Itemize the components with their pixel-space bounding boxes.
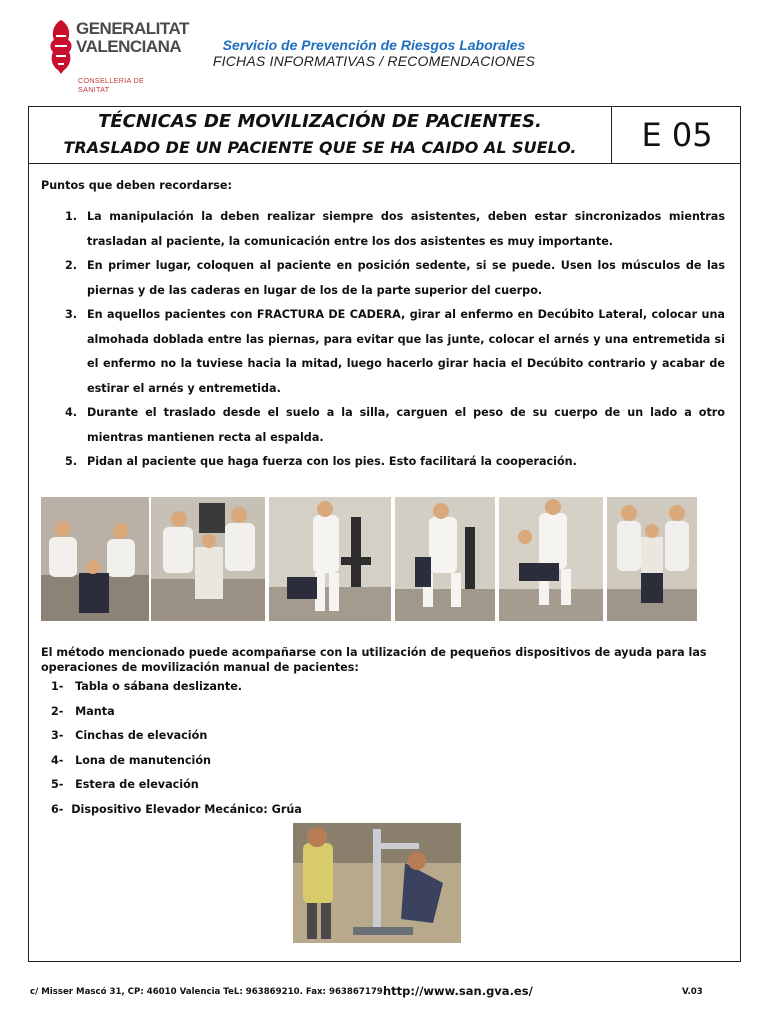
steps-list	[41, 205, 725, 475]
title-line-2: TRASLADO DE UN PACIENTE QUE SE HA CAIDO AL SUELO.	[63, 138, 577, 157]
sheet-code: E 05	[611, 107, 742, 163]
photo-step-1	[41, 497, 149, 621]
content-frame	[28, 106, 741, 962]
fichas-subtitle: FICHAS INFORMATIVAS / RECOMENDACIONES	[212, 53, 536, 69]
list-item: 6- Dispositivo Elevador Mecánico: Grúa	[51, 802, 302, 816]
list-item: 5. Pidan al paciente que haga fuerza con los pies. Esto facilitará la cooperación.	[65, 455, 577, 468]
document-header	[194, 37, 554, 69]
logo-conselleria: CONSELLERIA DE SANITAT	[78, 76, 145, 94]
devices-list	[51, 677, 302, 824]
footer-website-link[interactable]: http://www.san.gva.es/	[383, 984, 533, 998]
list-item: 3- Cinchas de elevación	[51, 729, 208, 742]
list-item: 2. En primer lugar, coloquen al paciente en posición sedente, si se puede. Usen los músculos de las piernas y de las caderas en lugar de los de la parte superior del cuerpo.	[65, 259, 725, 297]
patient-lift-crane-photo	[293, 823, 461, 943]
photo-step-5	[499, 497, 603, 621]
method-paragraph: El método mencionado puede acompañarse con la utilización de pequeños dispositivos de ayuda para las operaciones de movilización manual de pacientes:	[41, 646, 707, 674]
photo-step-3	[269, 497, 391, 621]
logo-name: GENERALITAT VALENCIANA	[76, 19, 189, 56]
list-item: 1- Tabla o sábana deslizante.	[51, 680, 243, 693]
service-title: Servicio de Prevención de Riesgos Laborales	[222, 37, 526, 53]
intro-heading: Puntos que deben recordarse:	[41, 179, 232, 192]
list-item: 3. En aquellos pacientes con FRACTURA DE CADERA, girar al enfermo en Decúbito Lateral, colocar una almohada doblada entre las piernas, para evitar que las junte, colocar el arnés y una entremetida si el enfermo no la tuviese hacia la mitad, luego hacerlo girar hacia el Decúbito contrario y acabar de estirar el arnés y entremetida.	[65, 308, 725, 395]
photo-step-6	[607, 497, 697, 621]
photo-step-4	[395, 497, 495, 621]
list-item: 5- Estera de elevación	[51, 778, 199, 791]
list-item: 2- Manta	[51, 704, 115, 718]
footer-version: V.03	[682, 987, 703, 997]
page-footer	[30, 984, 720, 1002]
title-line-1: TÉCNICAS DE MOVILIZACIÓN DE PACIENTES.	[98, 111, 542, 132]
list-item: 4- Lona de manutención	[51, 753, 211, 767]
list-item: 4. Durante el traslado desde el suelo a la silla, carguen el peso de su cuerpo de un lado a otro mientras mantienen recta al espalda.	[65, 406, 725, 444]
title-bar	[29, 107, 740, 164]
bat-emblem-icon	[48, 18, 74, 76]
footer-address: c/ Misser Mascó 31, CP: 46010 Valencia TeL: 963869210. Fax: 963867179.	[30, 987, 387, 997]
photo-step-2	[151, 497, 265, 621]
transfer-photo-strip	[41, 497, 701, 621]
generalitat-logo	[40, 16, 189, 94]
list-item: 1. La manipulación la deben realizar siempre dos asistentes, deben estar sincronizados mientras trasladan al paciente, la comunicación entre los dos asistentes es muy importante.	[65, 210, 725, 248]
